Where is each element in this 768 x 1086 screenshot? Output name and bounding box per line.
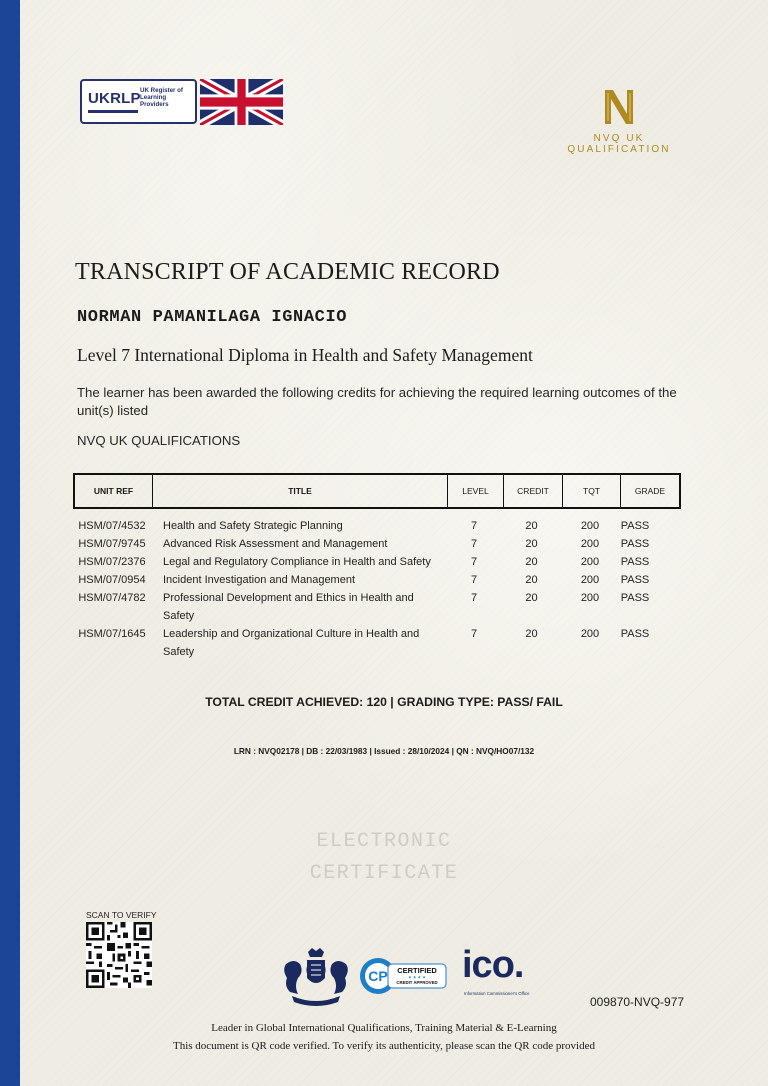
unit-ref: HSM/07/9745 — [78, 538, 146, 550]
unit-title: Advanced Risk Assessment and Management — [163, 538, 388, 550]
learner-reference-line: LRN : NVQ02178 | DB : 22/03/1983 | Issued : 28/10/2024 | QN : NVQ/HO07/132 — [233, 746, 535, 756]
ukrlp-logo-subtitle: UK Register of Learning Providers — [140, 87, 183, 108]
unit-level: 7 — [470, 574, 478, 586]
unit-grade: PASS — [620, 592, 650, 604]
ukrlp-logo — [80, 79, 197, 124]
unit-tqt: 200 — [580, 556, 600, 568]
column-header-unit-ref: UNIT REF — [75, 475, 153, 507]
unit-credit: 20 — [525, 538, 538, 550]
footer-verification-note: This document is QR code verified. To verify its authenticity, please scan the QR code provided — [172, 1040, 595, 1052]
total-credit-summary: TOTAL CREDIT ACHIEVED: 120 | GRADING TYPE: PASS/ FAIL — [205, 695, 563, 709]
scan-to-verify-label: SCAN TO VERIFY — [86, 910, 157, 920]
intro-text: The learner has been awarded the following credits for achieving the required learning outcomes of the unit(s) listed — [77, 385, 677, 418]
certified-label: CERTIFIED — [397, 966, 437, 975]
unit-level: 7 — [470, 520, 478, 532]
unit-tqt: 200 — [580, 592, 600, 604]
nvq-monogram-icon — [602, 88, 636, 126]
watermark-line-1: ELECTRONIC — [316, 830, 452, 853]
qr-code-icon[interactable] — [86, 922, 152, 988]
table-row — [73, 517, 681, 535]
unit-level: 7 — [470, 556, 478, 568]
column-header-credit: CREDIT — [504, 475, 563, 507]
learner-name: NORMAN PAMANILAGA IGNACIO — [77, 308, 348, 327]
unit-credit: 20 — [525, 592, 538, 604]
credit-approved-label: CREDIT APPROVED — [396, 980, 438, 985]
unit-tqt: 200 — [580, 520, 600, 532]
electronic-certificate-watermark — [260, 826, 508, 890]
uk-flag-icon — [200, 79, 283, 125]
column-header-tqt: TQT — [563, 475, 621, 507]
table-row — [73, 535, 681, 553]
unit-title: Professional Development and Ethics in Health and Safety — [163, 592, 414, 622]
unit-level: 7 — [470, 538, 478, 550]
unit-level: 7 — [470, 628, 478, 640]
unit-title: Health and Safety Strategic Planning — [163, 520, 343, 532]
unit-grade: PASS — [620, 556, 650, 568]
issuer-name: NVQ UK QUALIFICATIONS — [77, 433, 241, 448]
ico-logo-word: ico. — [462, 944, 524, 986]
royal-coat-of-arms-icon — [278, 948, 354, 1008]
document-title: TRANSCRIPT OF ACADEMIC RECORD — [75, 259, 500, 285]
units-table-body — [73, 517, 681, 661]
unit-title: Incident Investigation and Management — [163, 574, 356, 586]
column-header-level: LEVEL — [448, 475, 504, 507]
table-header — [73, 473, 681, 509]
unit-credit: 20 — [525, 628, 538, 640]
table-row — [73, 589, 681, 625]
footer-tagline: Leader in Global International Qualifications, Training Material & E-Learning — [211, 1022, 557, 1034]
table-row — [73, 571, 681, 589]
unit-tqt: 200 — [580, 574, 600, 586]
table-row — [73, 625, 681, 661]
watermark-line-2: CERTIFICATE — [309, 862, 459, 885]
unit-ref: HSM/07/0954 — [78, 574, 146, 586]
column-header-grade: GRADE — [634, 486, 666, 496]
unit-title: Leadership and Organizational Culture in Health and Safety — [163, 628, 420, 658]
unit-title: Legal and Regulatory Compliance in Health and Safety — [163, 556, 431, 568]
unit-tqt: 200 — [580, 628, 600, 640]
unit-ref: HSM/07/4782 — [78, 592, 146, 604]
unit-grade: PASS — [620, 520, 650, 532]
ico-logo — [462, 944, 548, 1002]
unit-credit: 20 — [525, 556, 538, 568]
unit-ref: HSM/07/2376 — [78, 556, 146, 568]
cpd-certified-badge-icon — [358, 956, 450, 996]
svg-text:CP: CP — [368, 968, 388, 984]
unit-credit: 20 — [525, 574, 538, 586]
left-border-bar — [0, 0, 20, 1086]
table-row — [73, 553, 681, 571]
unit-grade: PASS — [620, 628, 650, 640]
unit-ref: HSM/07/4532 — [78, 520, 146, 532]
ukrlp-logo-text: UKRLP — [88, 90, 141, 107]
qualification-title: Level 7 International Diploma in Health and Safety Management — [77, 345, 533, 365]
unit-grade: PASS — [620, 538, 650, 550]
ico-logo-subtitle: Information Commissioner's Office — [464, 991, 530, 996]
column-header-title: TITLE — [153, 475, 448, 507]
unit-tqt: 200 — [580, 538, 600, 550]
unit-level: 7 — [470, 592, 478, 604]
certificate-number: 009870-NVQ-977 — [590, 995, 685, 1009]
unit-ref: HSM/07/1645 — [78, 628, 146, 640]
unit-grade: PASS — [620, 574, 650, 586]
nvq-qualification-label: NVQ UK QUALIFICATION — [567, 133, 671, 155]
unit-credit: 20 — [525, 520, 538, 532]
svg-text:★ ★ ★ ★: ★ ★ ★ ★ — [408, 974, 426, 980]
